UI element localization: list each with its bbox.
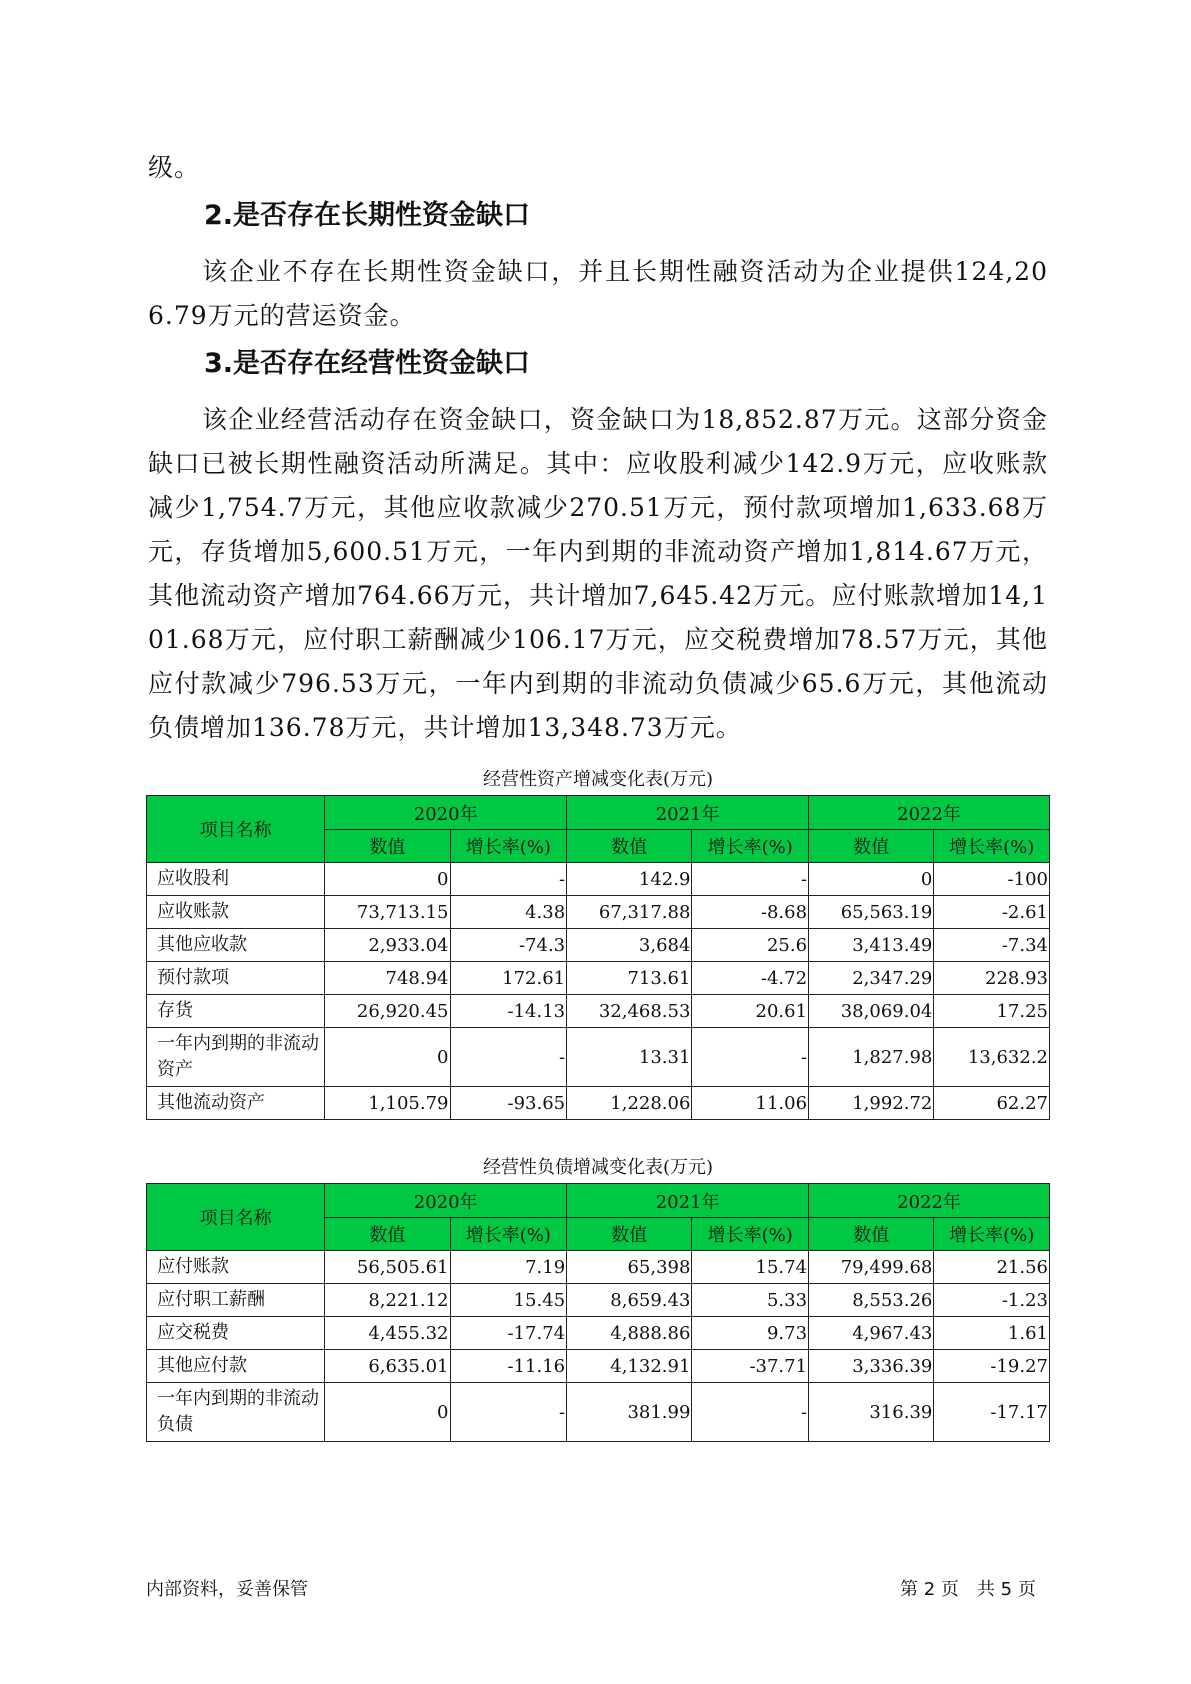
growth-rate-cell: -11.16 [450,1350,567,1383]
asset-table-body [147,863,1050,1120]
growth-rate-cell: 11.06 [692,1087,809,1120]
growth-rate-cell: -74.3 [450,929,567,962]
asset-change-table [146,795,1050,1120]
header-value: 数值 [325,830,450,863]
value-cell: 316.39 [809,1383,934,1442]
table-row [147,962,1050,995]
value-cell: 26,920.45 [325,995,450,1028]
header-year-2022: 2022年 [809,1184,1050,1218]
value-cell: 73,713.15 [325,896,450,929]
header-value: 数值 [567,830,692,863]
header-year-2021: 2021年 [567,796,809,830]
value-cell: 0 [325,863,450,896]
growth-rate-cell: - [692,1383,809,1442]
header-item-name: 项目名称 [147,796,325,863]
header-year-2020: 2020年 [325,796,567,830]
value-cell: 2,933.04 [325,929,450,962]
value-cell: 713.61 [567,962,692,995]
growth-rate-cell: 4.38 [450,896,567,929]
section-heading-2: 2.是否存在长期性资金缺口 [204,200,531,231]
row-item-name: 其他应收款 [147,929,325,962]
growth-rate-cell: 172.61 [450,962,567,995]
row-item-name: 存货 [147,995,325,1028]
row-item-name: 一年内到期的非流动负债 [147,1383,325,1442]
value-cell: 0 [325,1028,450,1087]
liability-change-table [146,1183,1050,1442]
section-2-body: 该企业不存在长期性资金缺口，并且长期性融资活动为企业提供124,206.79万元的营运资金。 [148,257,1048,330]
growth-rate-cell: -1.23 [934,1284,1050,1317]
table-row [147,896,1050,929]
growth-rate-cell: - [450,1028,567,1087]
growth-rate-cell: 25.6 [692,929,809,962]
value-cell: 56,505.61 [325,1251,450,1284]
growth-rate-cell: -93.65 [450,1087,567,1120]
page-label-mid: 页 共 [940,1579,995,1600]
growth-rate-cell: 13,632.2 [934,1028,1050,1087]
growth-rate-cell: 9.73 [692,1317,809,1350]
growth-rate-cell: 15.45 [450,1284,567,1317]
row-item-name: 应收账款 [147,896,325,929]
growth-rate-cell: - [450,1383,567,1442]
table-row [147,863,1050,896]
page-total: 5 [1000,1579,1013,1600]
growth-rate-cell: 17.25 [934,995,1050,1028]
value-cell: 1,105.79 [325,1087,450,1120]
table-row [147,929,1050,962]
page-current: 2 [923,1579,936,1600]
liability-table-body [147,1251,1050,1442]
value-cell: 79,499.68 [809,1251,934,1284]
growth-rate-cell: -37.71 [692,1350,809,1383]
growth-rate-cell: 7.19 [450,1251,567,1284]
table-row [147,1284,1050,1317]
header-growth-rate: 增长率(%) [934,1218,1050,1251]
growth-rate-cell: 20.61 [692,995,809,1028]
row-item-name: 应付职工薪酬 [147,1284,325,1317]
value-cell: 748.94 [325,962,450,995]
value-cell: 8,659.43 [567,1284,692,1317]
value-cell: 32,468.53 [567,995,692,1028]
value-cell: 4,967.43 [809,1317,934,1350]
growth-rate-cell: -7.34 [934,929,1050,962]
growth-rate-cell: 15.74 [692,1251,809,1284]
value-cell: 4,888.86 [567,1317,692,1350]
value-cell: 3,684 [567,929,692,962]
section-3-body: 该企业经营活动存在资金缺口，资金缺口为18,852.87万元。这部分资金缺口已被长期性融资活动所满足。其中：应收股利减少142.9万元，应收账款减少1,754.7万元，其他应收款减少270.51万元，预付款项增加1,633.68万元，存货增加5,600.51万元，一年内到期的非流动资产增加1,814.67万元，其他流动资产增加764.66万元，共计增加7,645.42万元。应付账款增加14,101.68万元，应付职工薪酬减少106.17万元，应交税费增加78.57万元，其他应付款减少796.53万元，一年内到期的非流动负债减少65.6万元，其他流动负债增加136.78万元，共计增加13,348.73万元。 [148,405,1048,742]
header-year-2021: 2021年 [567,1184,809,1218]
value-cell: 8,221.12 [325,1284,450,1317]
header-value: 数值 [325,1218,450,1251]
page-label-suffix: 页 [1017,1579,1036,1600]
row-item-name: 一年内到期的非流动资产 [147,1028,325,1087]
row-item-name: 应付账款 [147,1251,325,1284]
value-cell: 142.9 [567,863,692,896]
section-heading-3: 3.是否存在经营性资金缺口 [204,348,531,379]
value-cell: 3,336.39 [809,1350,934,1383]
page-label-prefix: 第 [900,1579,918,1600]
header-year-2020: 2020年 [325,1184,567,1218]
growth-rate-cell: 21.56 [934,1251,1050,1284]
value-cell: 13.31 [567,1028,692,1087]
header-growth-rate: 增长率(%) [692,1218,809,1251]
value-cell: 65,563.19 [809,896,934,929]
growth-rate-cell: -17.17 [934,1383,1050,1442]
growth-rate-cell: -100 [934,863,1050,896]
footer-confidential-note: 内部资料，妥善保管 [146,1579,308,1600]
value-cell: 6,635.01 [325,1350,450,1383]
table-row [147,1087,1050,1120]
growth-rate-cell: 1.61 [934,1317,1050,1350]
table-row [147,1028,1050,1087]
header-growth-rate: 增长率(%) [450,1218,567,1251]
header-growth-rate: 增长率(%) [692,830,809,863]
growth-rate-cell: - [450,863,567,896]
value-cell: 3,413.49 [809,929,934,962]
header-year-2022: 2022年 [809,796,1050,830]
growth-rate-cell: -17.74 [450,1317,567,1350]
value-cell: 4,455.32 [325,1317,450,1350]
table-row [147,1350,1050,1383]
row-item-name: 其他应付款 [147,1350,325,1383]
table-row [147,1383,1050,1442]
value-cell: 2,347.29 [809,962,934,995]
row-item-name: 应交税费 [147,1317,325,1350]
value-cell: 4,132.91 [567,1350,692,1383]
growth-rate-cell: 62.27 [934,1087,1050,1120]
growth-rate-cell: -4.72 [692,962,809,995]
growth-rate-cell: -19.27 [934,1350,1050,1383]
header-value: 数值 [809,830,934,863]
value-cell: 1,827.98 [809,1028,934,1087]
asset-table-title: 经营性资产增减变化表(万元) [482,769,714,790]
liability-table-title: 经营性负债增减变化表(万元) [482,1157,714,1178]
growth-rate-cell: - [692,1028,809,1087]
value-cell: 0 [325,1383,450,1442]
value-cell: 381.99 [567,1383,692,1442]
value-cell: 67,317.88 [567,896,692,929]
growth-rate-cell: -14.13 [450,995,567,1028]
row-item-name: 预付款项 [147,962,325,995]
value-cell: 1,992.72 [809,1087,934,1120]
table-row [147,995,1050,1028]
header-value: 数值 [567,1218,692,1251]
table-row [147,1251,1050,1284]
paragraph-fragment: 级。 [148,153,201,182]
row-item-name: 其他流动资产 [147,1087,325,1120]
growth-rate-cell: -8.68 [692,896,809,929]
value-cell: 0 [809,863,934,896]
header-growth-rate: 增长率(%) [934,830,1050,863]
footer-page-number [900,1578,1036,1602]
value-cell: 65,398 [567,1251,692,1284]
growth-rate-cell: - [692,863,809,896]
value-cell: 38,069.04 [809,995,934,1028]
growth-rate-cell: 228.93 [934,962,1050,995]
growth-rate-cell: -2.61 [934,896,1050,929]
table-row [147,1317,1050,1350]
growth-rate-cell: 5.33 [692,1284,809,1317]
header-growth-rate: 增长率(%) [450,830,567,863]
header-item-name: 项目名称 [147,1184,325,1251]
row-item-name: 应收股利 [147,863,325,896]
header-value: 数值 [809,1218,934,1251]
value-cell: 8,553.26 [809,1284,934,1317]
value-cell: 1,228.06 [567,1087,692,1120]
